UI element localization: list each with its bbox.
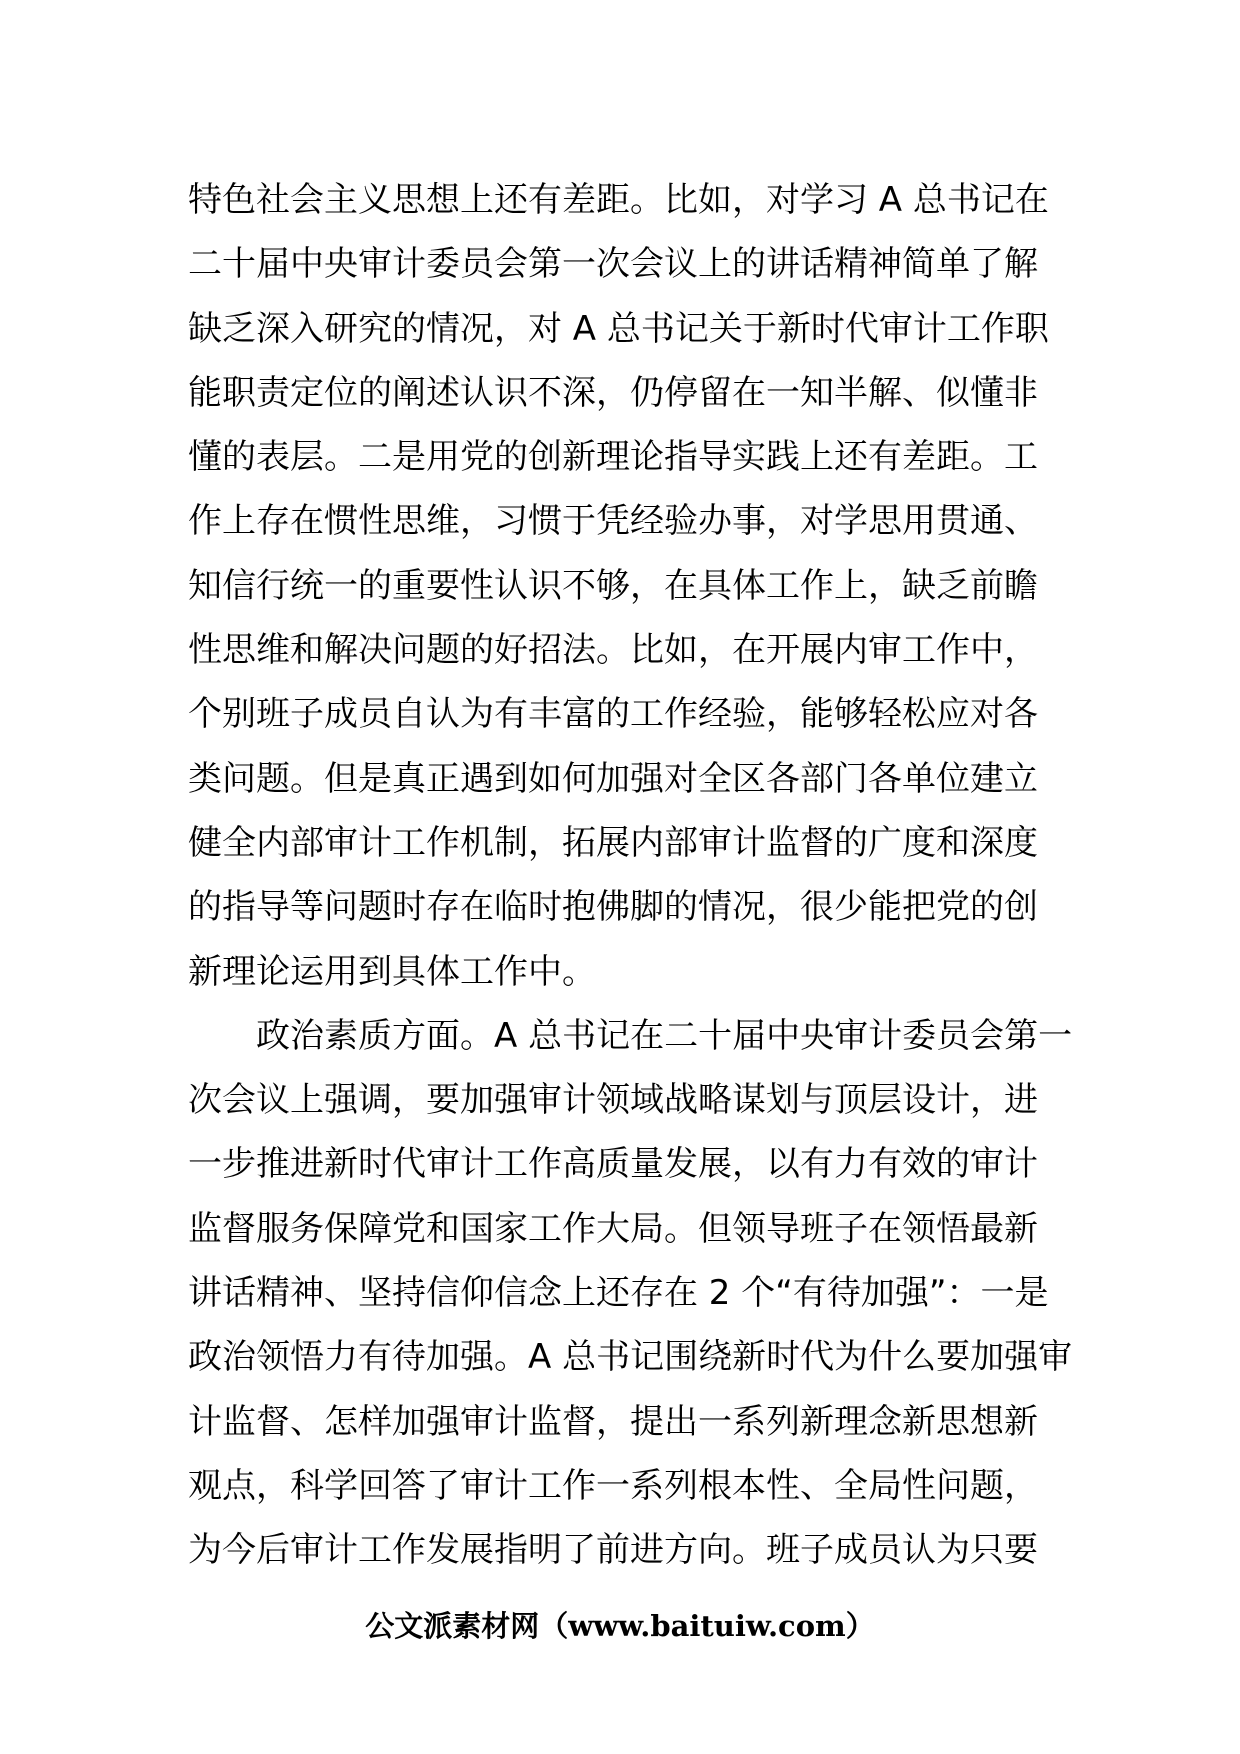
text-line: 新理论运用到具体工作中。 (188, 951, 596, 992)
text-line: 政治领悟力有待加强。A 总书记围绕新时代为什么要加强审 (188, 1337, 1073, 1378)
text-line: 计监督、怎样加强审计监督，提出一系列新理念新思想新 (188, 1401, 1038, 1442)
text-line: 性思维和解决问题的好招法。比如，在开展内审工作中， (188, 630, 1038, 671)
paragraph-start-line: 政治素质方面。A 总书记在二十届中央审计委员会第一 (256, 1015, 1073, 1056)
text-line: 能职责定位的阐述认识不深，仍停留在一知半解、似懂非 (188, 372, 1038, 413)
text-line: 个别班子成员自认为有丰富的工作经验，能够轻松应对各 (188, 694, 1038, 735)
text-line: 作上存在惯性思维，习惯于凭经验办事，对学思用贯通、 (188, 501, 1038, 542)
text-line: 类问题。但是真正遇到如何加强对全区各部门各单位建立 (188, 758, 1038, 799)
text-line: 缺乏深入研究的情况，对 A 总书记关于新时代审计工作职 (188, 308, 1049, 349)
text-line: 一步推进新时代审计工作高质量发展，以有力有效的审计 (188, 1144, 1038, 1185)
text-line: 二十届中央审计委员会第一次会议上的讲话精神简单了解 (188, 244, 1038, 285)
text-line: 次会议上强调，要加强审计领域战略谋划与顶层设计，进 (188, 1080, 1038, 1121)
text-line: 懂的表层。二是用党的创新理论指导实践上还有差距。工 (188, 437, 1038, 478)
text-line: 知信行统一的重要性认识不够，在具体工作上，缺乏前瞻 (188, 565, 1038, 606)
text-line: 监督服务保障党和国家工作大局。但领导班子在领悟最新 (188, 1208, 1038, 1249)
text-line: 讲话精神、坚持信仰信念上还存在 2 个“有待加强”：一是 (188, 1273, 1049, 1314)
text-line: 为今后审计工作发展指明了前进方向。班子成员认为只要 (188, 1530, 1038, 1571)
text-line: 观点，科学回答了审计工作一系列根本性、全局性问题， (188, 1465, 1038, 1506)
text-line: 特色社会主义思想上还有差距。比如，对学习 A 总书记在 (188, 180, 1049, 220)
text-line: 健全内部审计工作机制，拓展内部审计监督的广度和深度 (188, 822, 1038, 863)
text-line: 的指导等问题时存在临时抱佛脚的情况，很少能把党的创 (188, 887, 1038, 928)
footer-watermark: 公文派素材网（www.baituiw.com） (365, 1609, 875, 1643)
body-text (188, 168, 1073, 1583)
